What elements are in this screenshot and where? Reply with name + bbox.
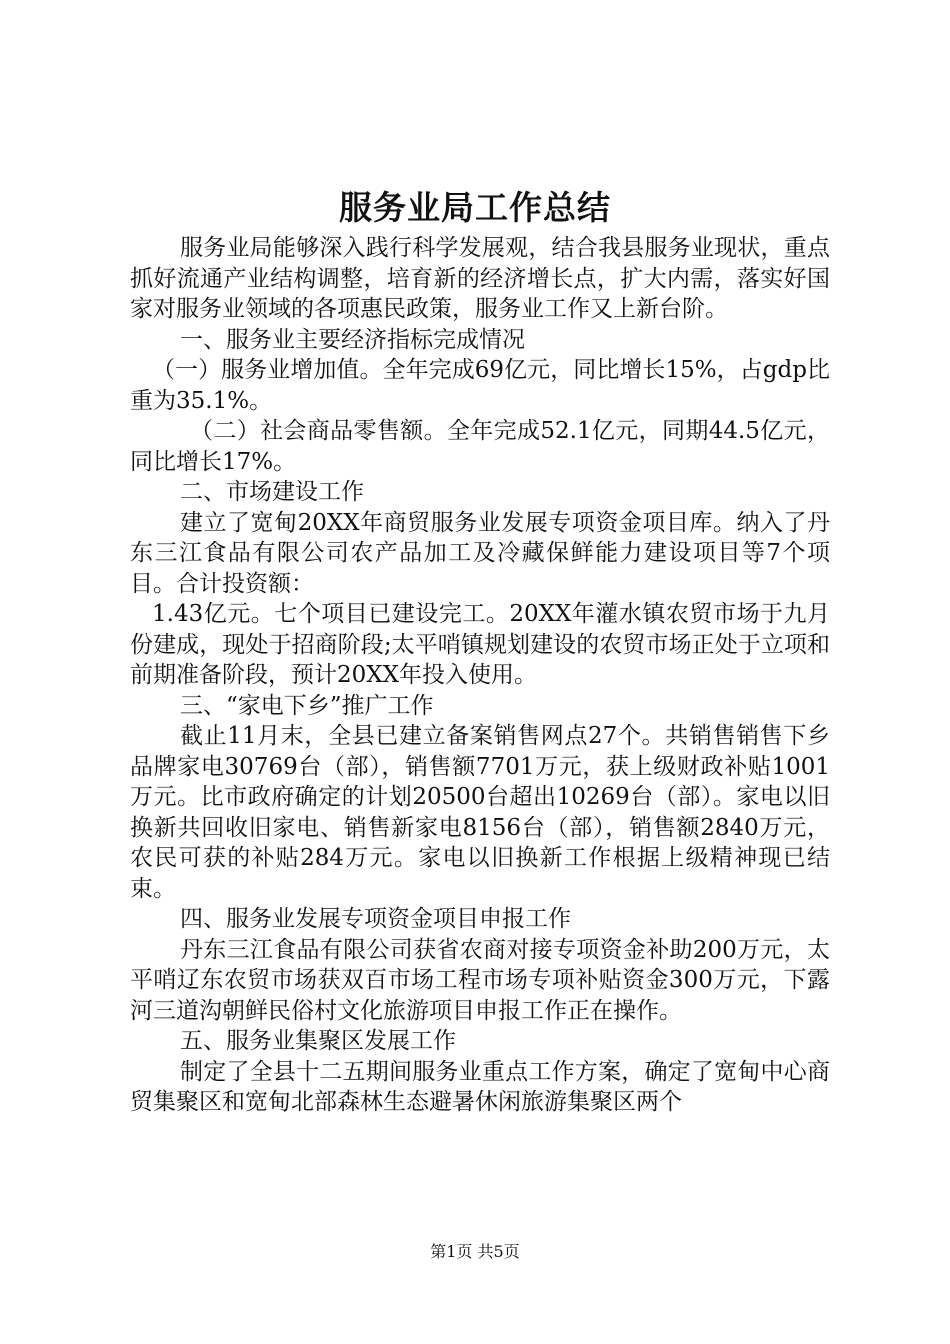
page-number-footer: 第1页 共5页 [430,1242,520,1261]
page-title: 服务业局工作总结 [339,188,611,227]
section-heading-5: 五、服务业集聚区发展工作 [180,1028,456,1054]
cluster-paragraph: 制定了全县十二五期间服务业重点工作方案，确定了宽甸中心商贸集聚区和宽甸北部森林生态避暑休闲旅游集聚区两个 [130,1058,830,1115]
funding-paragraph: 丹东三江食品有限公司获省农商对接专项资金补助200万元，太平哨辽东农贸市场获双百市场工程市场专项补贴资金300万元，下露河三道沟朝鲜民俗村文化旅游项目申报工作正在操作。 [130,936,830,1024]
section-heading-4: 四、服务业发展专项资金项目申报工作 [180,906,571,932]
subsection-paragraph-1: （一）服务业增加值。全年完成69亿元，同比增长15%，占gdp比重为35.1%。 [130,357,830,414]
section-heading-2: 二、市场建设工作 [180,479,364,505]
section-heading-1: 一、服务业主要经济指标完成情况 [180,326,525,353]
market-paragraph-1: 建立了宽甸20XX年商贸服务业发展专项资金项目库。纳入了丹东三江食品有限公司农产品加工及冷藏保鲜能力建设项目等7个项目。合计投资额： [130,509,830,597]
section-heading-3: 三、“家电下乡”推广工作 [180,692,434,719]
subsection-paragraph-2: （二）社会商品零售额。全年完成52.1亿元，同期44.5亿元，同比增长17%。 [130,418,830,475]
document-body [130,233,830,1118]
appliance-paragraph: 截止11月末，全县已建立备案销售网点27个。共销售销售下乡品牌家电30769台（部），销售额7701万元，获上级财政补贴1001万元。比市政府确定的计划20500台超出10269台（部）。家电以旧换新共回收旧家电、销售新家电8156台（部），销售额2840万元，农民可获的补贴284万元。家电以旧换新工作根据上级精神现已结束。 [130,723,830,902]
market-paragraph-2: 1.43亿元。七个项目已建设完工。20XX年灌水镇农贸市场于九月份建成，现处于招商阶段;太平哨镇规划建设的农贸市场正处于立项和前期准备阶段，预计20XX年投入使用。 [130,601,830,688]
intro-paragraph: 服务业局能够深入践行科学发展观，结合我县服务业现状，重点抓好流通产业结构调整，培育新的经济增长点，扩大内需，落实好国家对服务业领域的各项惠民政策，服务业工作又上新台阶。 [130,235,830,322]
